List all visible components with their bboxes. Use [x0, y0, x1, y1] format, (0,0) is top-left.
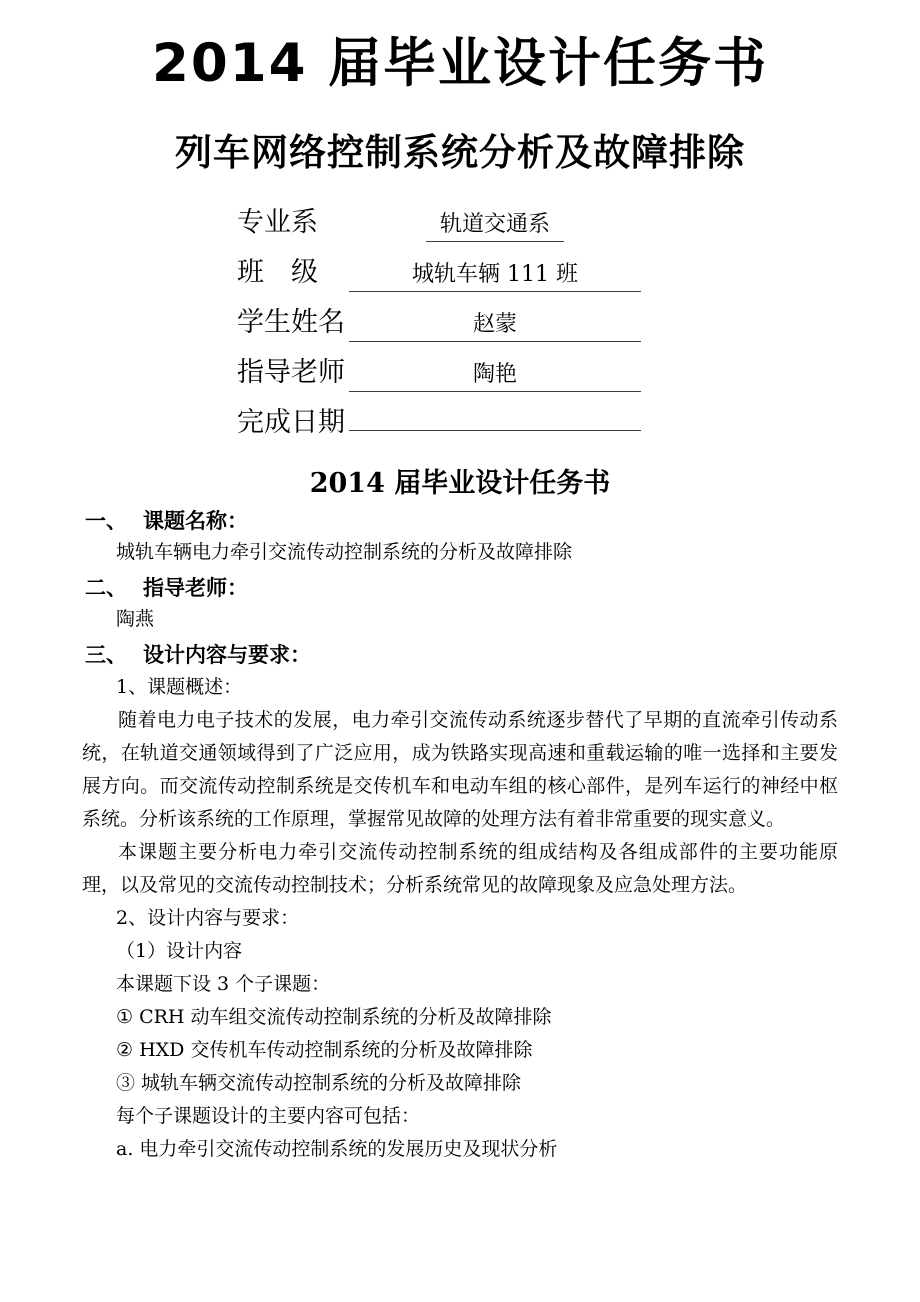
requirements-heading: 2、设计内容与要求： [116, 906, 300, 929]
topic-name-text: 城轨车辆电力牵引交流传动控制系统的分析及故障排除 [116, 540, 573, 563]
class-value: 城轨车辆 111 班 [412, 261, 578, 287]
completion-date-label: 完成日期 [237, 406, 345, 438]
overview-paragraph-2: 本课题主要分析电力牵引交流传动控制系统的组成结构及各组成部件的主要功能原理，以及常见的交流传动控制技术；分析系统常见的故障现象及应急处理方法。 [82, 840, 838, 896]
advisor-value: 陶艳 [472, 361, 517, 387]
completion-date-field [349, 427, 641, 431]
subtopic-item-2: ② HXD 交传机车传动控制系统的分析及故障排除 [116, 1038, 533, 1061]
subtopic-item-1: ① CRH 动车组交流传动控制系统的分析及故障排除 [116, 1005, 552, 1028]
department-value: 轨道交通系 [426, 207, 564, 242]
section-3-heading [85, 640, 920, 671]
form-row-advisor [237, 350, 920, 400]
form-row-class [237, 250, 920, 300]
section-1-title: 课题名称： [143, 508, 248, 533]
overview-paragraph-1: 随着电力电子技术的发展，电力牵引交流传动系统逐步替代了早期的直流牵引传动系统，在轨道交通领域得到了广泛应用，成为铁路实现高速和重载运输的唯一选择和主要发展方向。而交流传动控制系统是交传机车和电动车组的核心部件，是列车运行的神经中枢系统。分析该系统的工作原理，掌握常见故障的处理方法有着非常重要的现实意义。 [82, 708, 838, 830]
student-name-field [349, 307, 641, 342]
contents-intro: 每个子课题设计的主要内容可包括： [116, 1104, 421, 1127]
student-name-value: 赵蒙 [472, 311, 517, 337]
cover-form [237, 200, 920, 450]
advisor-label: 指导老师 [237, 356, 345, 388]
section-1-number: 一、 [85, 508, 127, 533]
section-3-number: 三、 [85, 642, 127, 667]
subtopics-intro: 本课题下设 3 个子课题： [116, 972, 331, 995]
section-2-heading [85, 573, 920, 604]
section-2-number: 二、 [85, 575, 127, 600]
department-field [349, 207, 641, 242]
subtopic-item-3: ③ 城轨车辆交流传动控制系统的分析及故障排除 [116, 1071, 522, 1094]
form-row-student-name [237, 300, 920, 350]
doc-title: 2014 届毕业设计任务书 [152, 33, 768, 94]
advisor-name-text: 陶燕 [116, 607, 155, 630]
section-2-body [82, 604, 838, 635]
student-name-label: 学生姓名 [237, 306, 345, 338]
advisor-field [349, 357, 641, 392]
section-1-body [82, 537, 838, 568]
overview-heading: 1、课题概述： [116, 675, 243, 698]
form-row-department [237, 200, 920, 250]
section-2-title: 指导老师： [143, 575, 248, 600]
form-row-completion-date [237, 400, 920, 450]
doc-subtitle: 列车网络控制系统分析及故障排除 [175, 130, 745, 174]
design-content-label: （1）设计内容 [116, 939, 243, 962]
section-3-title: 设计内容与要求： [143, 642, 311, 667]
class-label: 班 级 [237, 256, 318, 288]
sheet-heading: 2014 届毕业设计任务书 [309, 467, 611, 499]
content-item-a: a. 电力牵引交流传动控制系统的发展历史及现状分析 [116, 1137, 558, 1160]
section-1-heading [85, 506, 920, 537]
section-3-body [82, 671, 838, 1166]
department-label: 专业系 [237, 206, 318, 238]
class-field [349, 257, 641, 292]
